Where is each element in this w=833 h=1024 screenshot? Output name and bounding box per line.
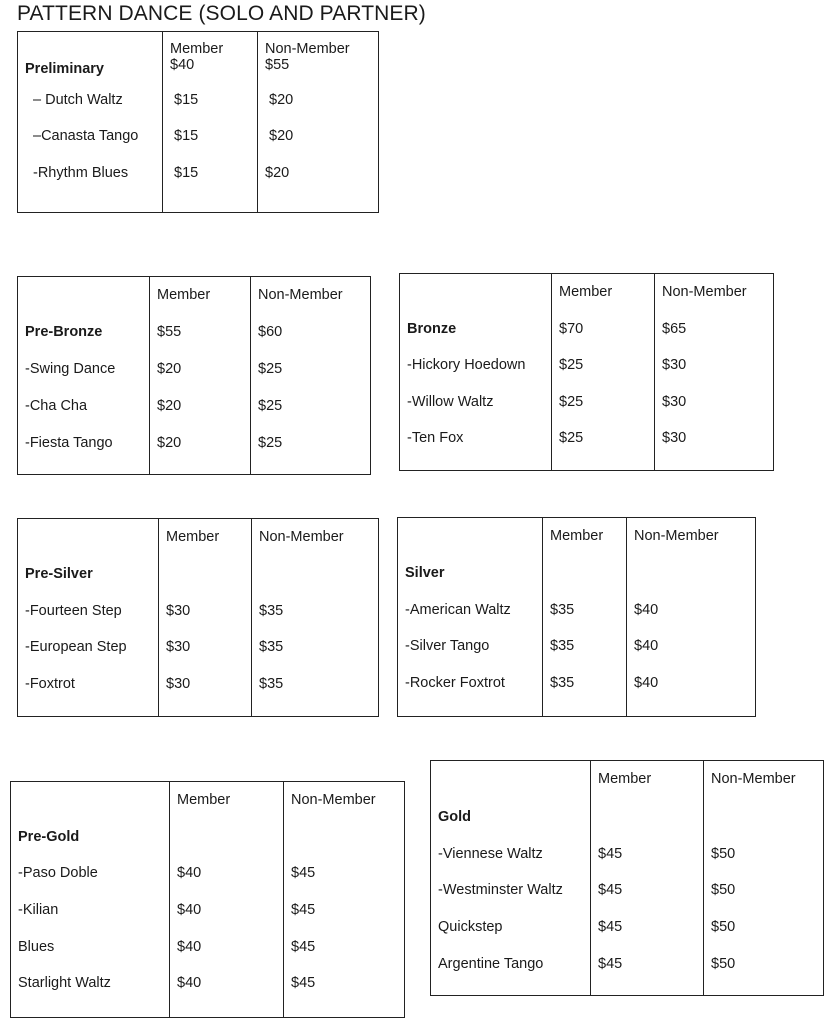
- nonmember-price: $25: [251, 388, 371, 425]
- column-header-member: Member: [543, 518, 627, 555]
- member-price: $45: [591, 872, 704, 909]
- member-price: $25: [552, 347, 655, 384]
- dance-name: -Paso Doble: [11, 855, 170, 892]
- page-title: PATTERN DANCE (SOLO AND PARTNER): [17, 2, 426, 25]
- member-price: $30: [159, 666, 252, 703]
- nonmember-price: $25: [251, 425, 371, 462]
- heading-nonmember-price: $60: [251, 314, 371, 351]
- gold-table: [430, 760, 824, 996]
- column-header-nonmember: Non-Member: [627, 518, 756, 555]
- dance-name: -Viennese Waltz: [431, 836, 591, 872]
- heading-member-price: [543, 555, 627, 592]
- dance-name: -Westminster Waltz: [431, 872, 591, 909]
- nonmember-price: $50: [704, 946, 824, 982]
- member-price: $25: [552, 420, 655, 457]
- dance-name: -Rocker Foxtrot: [398, 665, 543, 702]
- column-header-member: Member: [170, 41, 224, 57]
- nonmember-price: $20: [258, 118, 379, 155]
- dance-name: Blues: [11, 929, 170, 965]
- dance-name: -Swing Dance: [18, 351, 150, 388]
- heading-member-price: [170, 819, 284, 855]
- nonmember-price: $45: [284, 965, 405, 1002]
- member-price: $30: [159, 629, 252, 666]
- dance-name: -Cha Cha: [18, 388, 150, 425]
- nonmember-price: $25: [251, 351, 371, 388]
- nonmember-price: $30: [655, 420, 774, 457]
- nonmember-price: $50: [704, 836, 824, 872]
- member-price: $45: [591, 836, 704, 872]
- member-price: $45: [591, 909, 704, 946]
- member-price: $20: [150, 388, 251, 425]
- dance-name: –Canasta Tango: [18, 118, 163, 155]
- heading-nonmember-price: [704, 798, 824, 836]
- dance-name: -American Waltz: [398, 592, 543, 628]
- preliminary-table: [17, 31, 379, 213]
- member-price: $30: [159, 593, 252, 629]
- nonmember-price: $30: [655, 384, 774, 420]
- heading-nonmember-price: $55: [265, 57, 290, 73]
- member-price: $15: [163, 155, 258, 192]
- member-price: $40: [170, 855, 284, 892]
- member-price: $20: [150, 425, 251, 462]
- table-heading: Pre-Bronze: [18, 314, 150, 351]
- member-price: $40: [170, 929, 284, 965]
- nonmember-price: $35: [252, 593, 379, 629]
- heading-member-price: [591, 798, 704, 836]
- nonmember-price: $40: [627, 628, 756, 665]
- member-price: $25: [552, 384, 655, 420]
- heading-nonmember-price: $65: [655, 311, 774, 347]
- nonmember-price: $30: [655, 347, 774, 384]
- nonmember-price: $35: [252, 666, 379, 703]
- dance-name: -Kilian: [11, 892, 170, 929]
- column-header-member: Member: [591, 761, 704, 798]
- column-header-nonmember: Non-Member: [284, 782, 405, 819]
- nonmember-price: $35: [252, 629, 379, 666]
- column-header-nonmember: Non-Member: [251, 277, 371, 314]
- dance-name: -European Step: [18, 629, 159, 666]
- column-header-member: Member: [170, 782, 284, 819]
- pre-silver-table: [17, 518, 379, 717]
- heading-member-price: [159, 556, 252, 593]
- dance-name: -Silver Tango: [398, 628, 543, 665]
- member-price: $35: [543, 628, 627, 665]
- member-price: $40: [170, 965, 284, 1002]
- dance-name: -Fiesta Tango: [18, 425, 150, 462]
- table-heading: Pre-Gold: [11, 819, 170, 855]
- nonmember-price: $20: [258, 155, 379, 192]
- table-heading: Bronze: [400, 311, 552, 347]
- heading-member-price: $40: [170, 57, 195, 73]
- heading-nonmember-price: [252, 556, 379, 593]
- pre-gold-table: [10, 781, 405, 1018]
- dance-name: -Foxtrot: [18, 666, 159, 703]
- silver-table: [397, 517, 756, 717]
- column-header-nonmember: Non-Member: [265, 41, 350, 57]
- column-header-member: Member: [150, 277, 251, 314]
- nonmember-price: $45: [284, 929, 405, 965]
- column-header-nonmember: Non-Member: [704, 761, 824, 798]
- column-header-member: Member: [159, 519, 252, 556]
- nonmember-price: $45: [284, 892, 405, 929]
- dance-name: -Hickory Hoedown: [400, 347, 552, 384]
- nonmember-price: $50: [704, 872, 824, 909]
- heading-nonmember-price: [284, 819, 405, 855]
- nonmember-price: $45: [284, 855, 405, 892]
- column-header-member: Member: [552, 274, 655, 311]
- member-price: $40: [170, 892, 284, 929]
- dance-name: Starlight Waltz: [11, 965, 170, 1002]
- table-heading: Preliminary: [18, 32, 163, 82]
- heading-member-price: $55: [150, 314, 251, 351]
- heading-nonmember-price: [627, 555, 756, 592]
- nonmember-price: $50: [704, 909, 824, 946]
- member-price: $15: [163, 118, 258, 155]
- nonmember-price: $40: [627, 665, 756, 702]
- table-heading: Pre-Silver: [18, 556, 159, 593]
- member-price: $35: [543, 592, 627, 628]
- member-price: $45: [591, 946, 704, 982]
- table-heading: Silver: [398, 555, 543, 592]
- dance-name: -Ten Fox: [400, 420, 552, 457]
- table-heading: Gold: [431, 798, 591, 836]
- dance-name: -Rhythm Blues: [18, 155, 163, 192]
- column-header-nonmember: Non-Member: [252, 519, 379, 556]
- dance-name: Argentine Tango: [431, 946, 591, 982]
- dance-name: -Willow Waltz: [400, 384, 552, 420]
- column-header-nonmember: Non-Member: [655, 274, 774, 311]
- pre-bronze-table: [17, 276, 371, 475]
- dance-name: – Dutch Waltz: [18, 82, 163, 118]
- member-cell: [163, 32, 258, 82]
- member-price: $20: [150, 351, 251, 388]
- nonmember-cell: [258, 32, 379, 82]
- member-price: $15: [163, 82, 258, 118]
- heading-member-price: $70: [552, 311, 655, 347]
- nonmember-price: $40: [627, 592, 756, 628]
- member-price: $35: [543, 665, 627, 702]
- nonmember-price: $20: [258, 82, 379, 118]
- bronze-table: [399, 273, 774, 471]
- dance-name: -Fourteen Step: [18, 593, 159, 629]
- dance-name: Quickstep: [431, 909, 591, 946]
